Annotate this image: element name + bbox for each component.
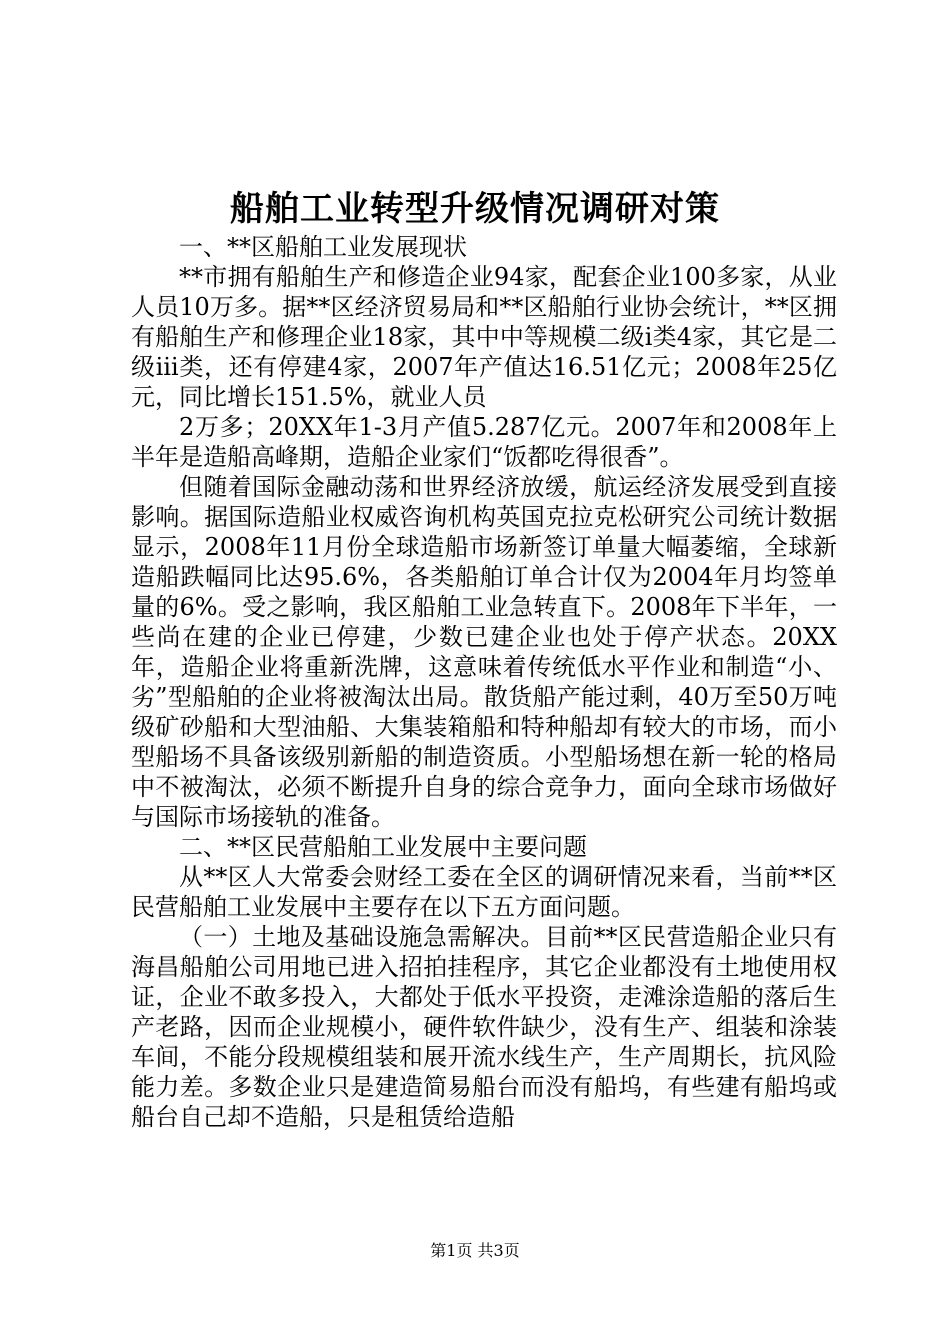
page-footer: 第1页 共3页 (430, 1241, 520, 1260)
document-title: 船舶工业转型升级情况调研对策 (230, 189, 720, 229)
section-heading-1: 一、**区船舶工业发展现状 (179, 233, 467, 261)
paragraph: 2万多；20XX年1-3月产值5.287亿元。2007年和2008年上半年是造船高峰期，造船企业家们“饭都吃得很香”。 (131, 413, 837, 471)
section-heading-2: 二、**区民营船舶工业发展中主要问题 (179, 833, 587, 861)
paragraph: （一）土地及基础设施急需解决。目前**区民营造船企业只有海昌船舶公司用地已进入招拍挂程序，其它企业都没有土地使用权证，企业不敢多投入，大都处于低水平投资，走滩涂造船的落后生产老路，因而企业规模小，硬件软件缺少，没有生产、组装和涂装车间，不能分段规模组装和展开流水线生产，生产周期长，抗风险能力差。多数企业只是建造简易船台而没有船坞，有些建有船坞或船台自己却不造船，只是租赁给造船 (131, 923, 837, 1131)
paragraph: **市拥有船舶生产和修造企业94家，配套企业100多家，从业人员10万多。据**区经济贸易局和**区船舶行业协会统计，**区拥有船舶生产和修理企业18家，其中中等规模二级ⅰ类4家，其它是二级ⅲ类，还有停建4家，2007年产值达16.51亿元；2008年25亿元，同比增长151.5%，就业人员 (131, 263, 837, 411)
paragraph: 但随着国际金融动荡和世界经济放缓，航运经济发展受到直接影响。据国际造船业权威咨询机构英国克拉克松研究公司统计数据显示，2008年11月份全球造船市场新签订单量大幅萎缩，全球新造船跌幅同比达95.6%，各类船舶订单合计仅为2004年月均签单量的6%。受之影响，我区船舶工业急转直下。2008年下半年，一些尚在建的企业已停建，少数已建企业也处于停产状态。20XX年，造船企业将重新洗牌，这意味着传统低水平作业和制造“小、劣”型船舶的企业将被淘汰出局。散货船产能过剩，40万至50万吨级矿砂船和大型油船、大集装箱船和特种船却有较大的市场，而小型船场不具备该级别新船的制造资质。小型船场想在新一轮的格局中不被淘汰，必须不断提升自身的综合竞争力，面向全球市场做好与国际市场接轨的准备。 (131, 473, 837, 831)
paragraph: 从**区人大常委会财经工委在全区的调研情况来看，当前**区民营船舶工业发展中主要存在以下五方面问题。 (131, 863, 837, 921)
document-body (131, 232, 837, 1132)
